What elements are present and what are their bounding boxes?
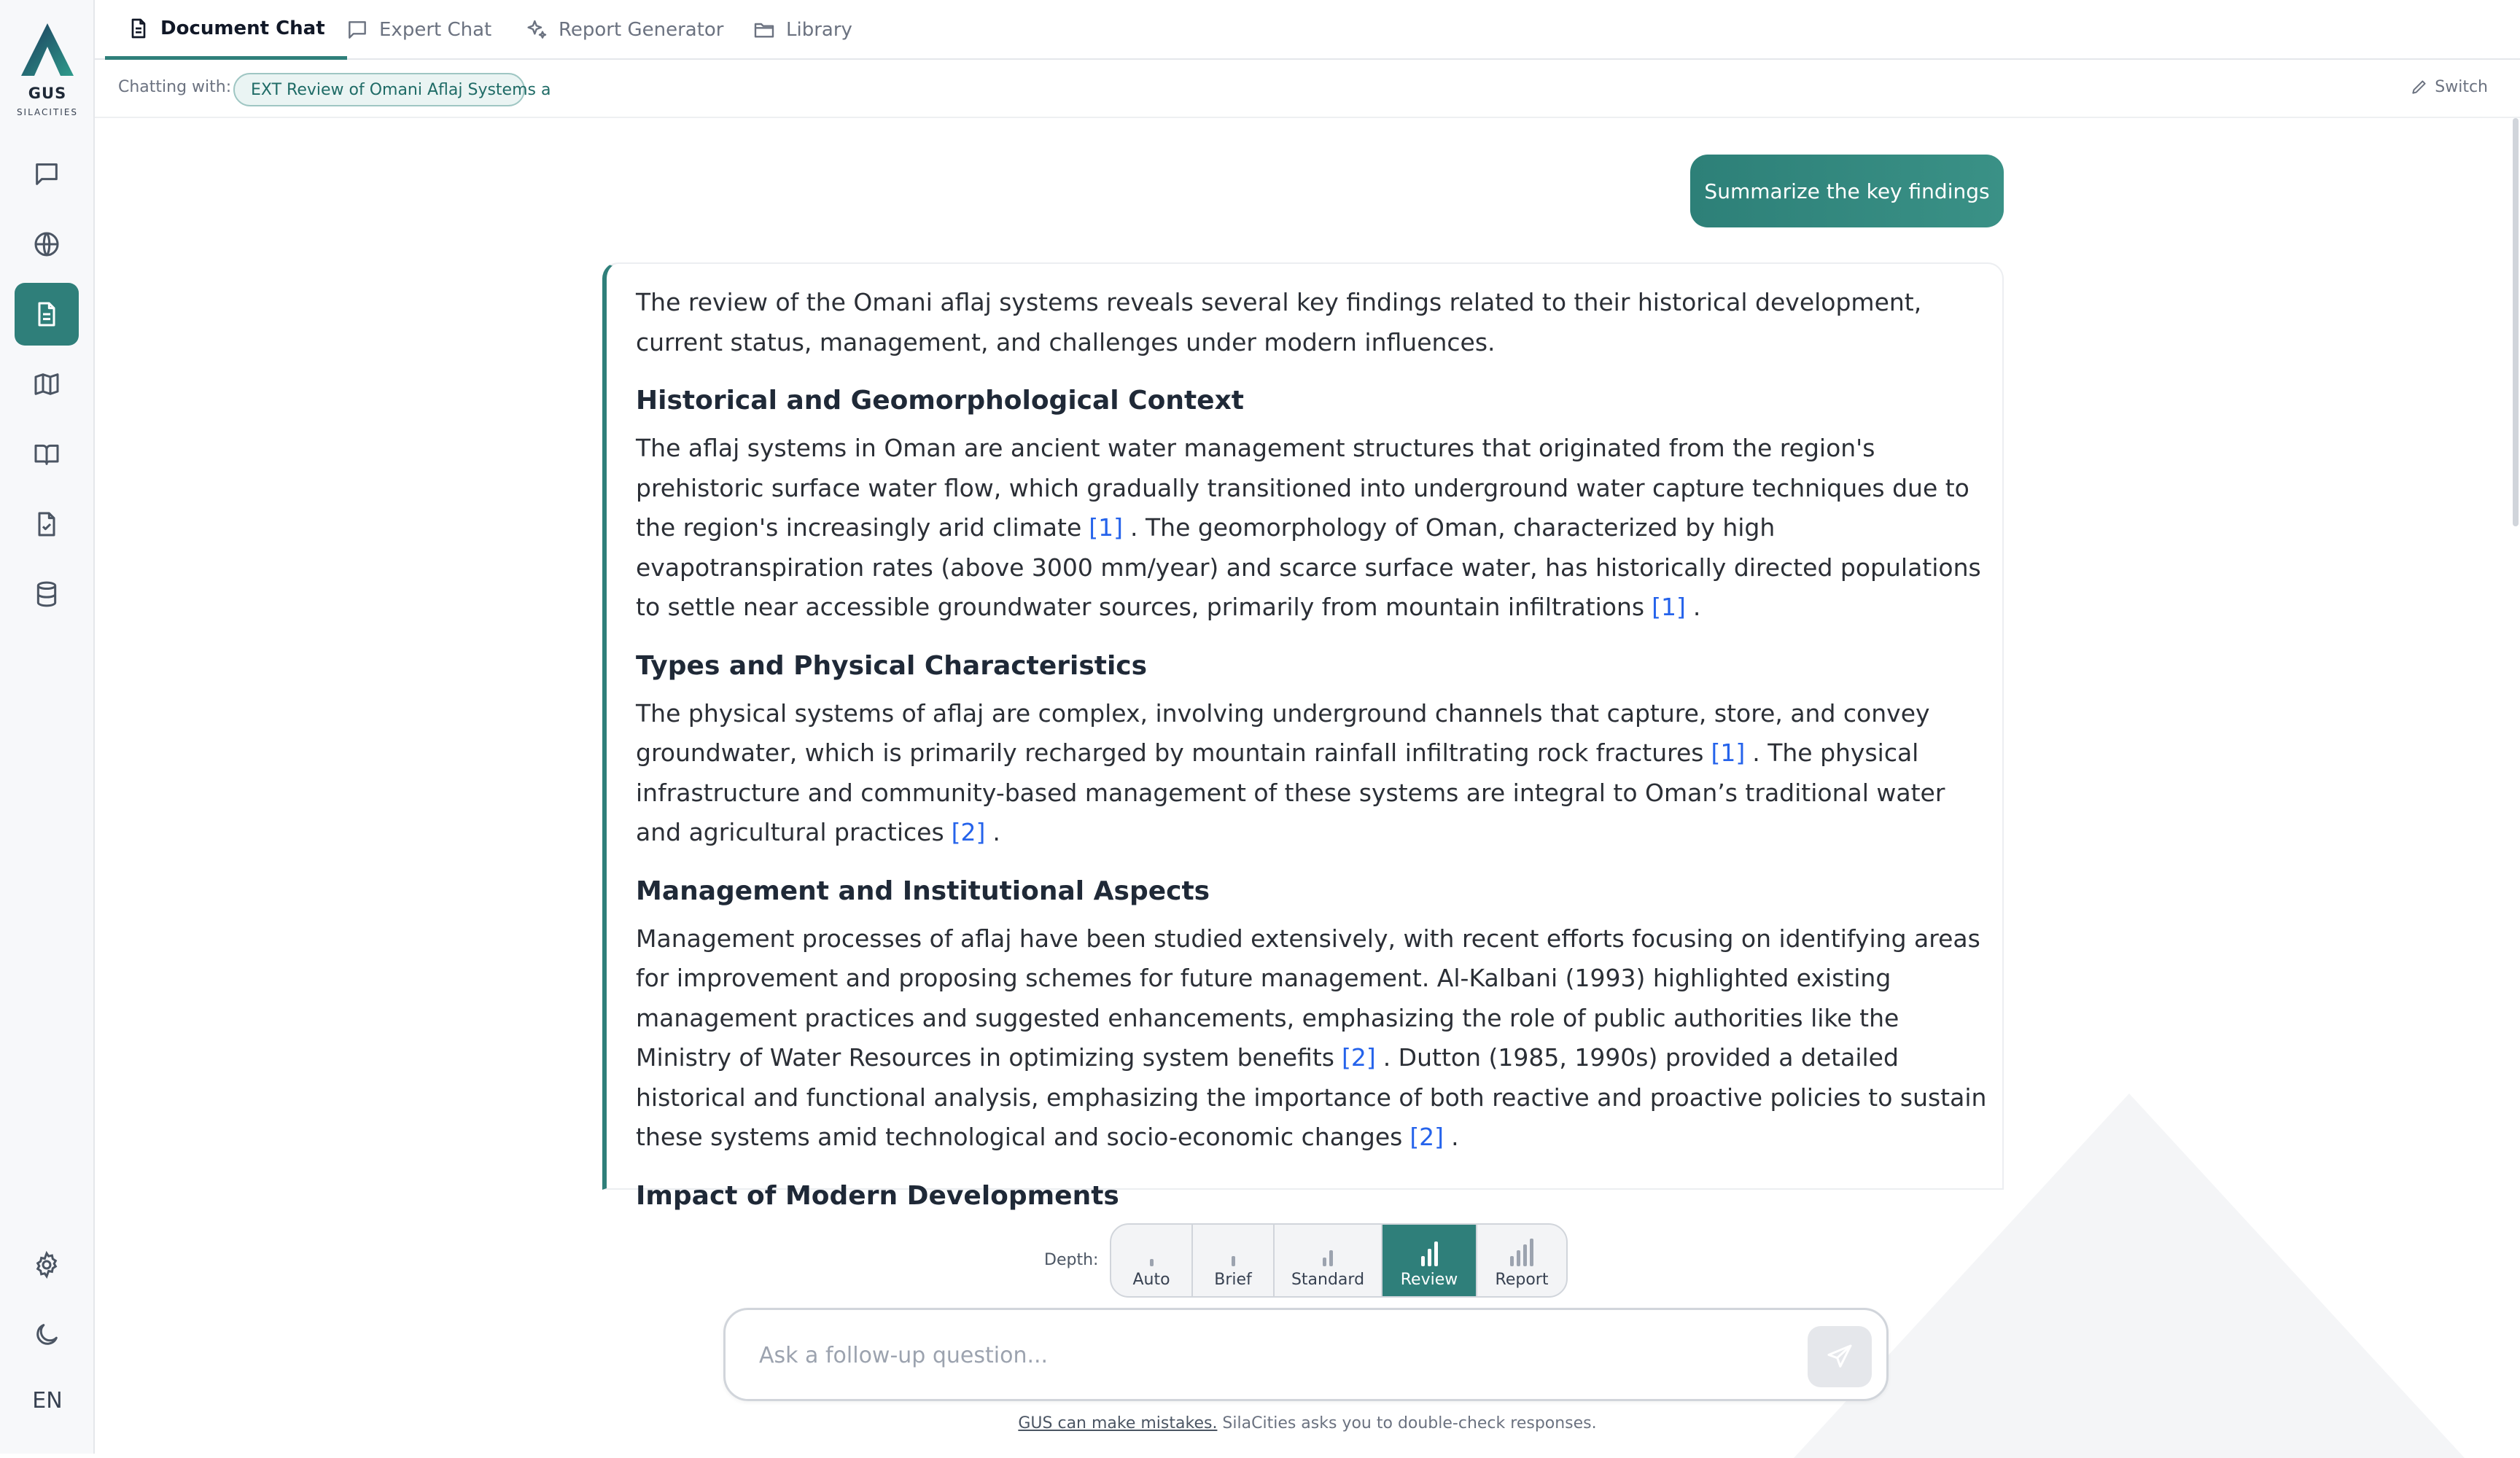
active-document-chip[interactable]: EXT Review of Omani Aflaj Systems a: [233, 73, 525, 106]
paragraph-text: Management processes of aflaj have been studied extensively, with recent efforts focusing on identifying areas for improvement and proposing schemes for future management. Al-Kalbani (1993) highlighted existing management practices and suggested enhancements, emphasizing the role of public authorities like the Ministry of Water Resources in optimizing system benefits: [636, 924, 1980, 1072]
section-paragraph: [636, 429, 1992, 628]
chatting-with-label: Chatting with:: [118, 78, 232, 96]
sidebar-item-map[interactable]: [15, 353, 79, 416]
document-icon: [127, 17, 150, 40]
depth-option-label: Brief: [1214, 1271, 1252, 1289]
section-paragraph: [636, 919, 1992, 1158]
logo[interactable]: [0, 17, 95, 121]
gear-icon: [32, 1250, 61, 1279]
depth-option-label: Standard: [1291, 1271, 1365, 1289]
disclaimer-link[interactable]: GUS can make mistakes.: [1018, 1414, 1218, 1432]
chat-icon: [32, 160, 61, 189]
database-icon: [32, 580, 61, 609]
sidebar: [0, 0, 95, 1454]
citation-link[interactable]: [2]: [951, 818, 986, 846]
section-paragraph: [636, 694, 1992, 853]
send-button[interactable]: [1808, 1326, 1872, 1387]
document-icon: [32, 300, 61, 329]
section-heading: Types and Physical Characteristics: [636, 650, 1148, 681]
depth-option-label: Review: [1400, 1271, 1458, 1289]
brand-name: GUS: [28, 85, 67, 102]
sidebar-item-library[interactable]: [15, 423, 79, 486]
tab-report-generator[interactable]: [503, 0, 745, 60]
disclaimer-text: SilaCities asks you to double-check responses.: [1217, 1414, 1597, 1432]
paragraph-text: .: [1451, 1123, 1459, 1151]
follow-up-input[interactable]: [759, 1339, 1780, 1371]
file-check-icon: [32, 510, 61, 539]
depth-label: Depth:: [1044, 1251, 1099, 1269]
tab-label: Expert Chat: [379, 19, 492, 41]
section-heading: Impact of Modern Developments: [636, 1180, 1119, 1211]
depth-bars-icon: [1421, 1234, 1438, 1266]
paragraph-text: . The physical infrastructure and community-based management of these systems are integral to Oman’s traditional water and agricultural practices: [636, 738, 1945, 846]
depth-option-auto[interactable]: [1111, 1225, 1193, 1296]
brand-sub: SILACITIES: [16, 107, 79, 117]
depth-option-review[interactable]: [1382, 1225, 1477, 1296]
logo-icon: [18, 20, 77, 79]
depth-bars-icon: [1323, 1234, 1333, 1266]
depth-bars-icon: [1510, 1234, 1533, 1266]
paragraph-text: .: [1692, 593, 1701, 621]
user-message: Summarize the key findings: [1690, 155, 2004, 227]
moon-icon: [32, 1320, 61, 1349]
pencil-icon: [2410, 77, 2429, 96]
theme-toggle[interactable]: [15, 1303, 79, 1366]
paragraph-text: The aflaj systems in Oman are ancient water management structures that originated from the region's prehistoric surface water flow, which gradually transitioned into underground water capture techniques due to the region's increasingly arid climate: [636, 434, 1969, 542]
depth-option-report[interactable]: [1477, 1225, 1566, 1296]
book-icon: [32, 440, 61, 469]
tab-bar: [95, 0, 2520, 60]
sidebar-item-chat[interactable]: [15, 143, 79, 206]
citation-link[interactable]: [2]: [1341, 1043, 1376, 1072]
depth-bars-icon: [1150, 1234, 1154, 1266]
sparkles-icon: [525, 18, 548, 42]
settings-button[interactable]: [15, 1233, 79, 1296]
folder-icon: [752, 18, 776, 42]
depth-option-label: Report: [1495, 1271, 1549, 1289]
depth-bars-icon: [1232, 1234, 1235, 1266]
message-composer: [723, 1308, 1889, 1401]
assistant-response: [602, 262, 2004, 1211]
send-icon: [1825, 1342, 1854, 1371]
section-heading: Historical and Geomorphological Context: [636, 386, 1245, 416]
response-intro: The review of the Omani aflaj systems reveals several key findings related to their historical development, current status, management, and challenges under modern influences.: [636, 288, 1922, 356]
tab-expert-chat[interactable]: [324, 0, 513, 60]
switch-label: Switch: [2435, 77, 2488, 96]
sidebar-item-globe[interactable]: [15, 213, 79, 276]
document-context-bar: [95, 60, 2520, 118]
globe-icon: [32, 230, 61, 259]
citation-link[interactable]: [2]: [1409, 1123, 1444, 1151]
tab-label: Library: [786, 19, 852, 41]
language-switch[interactable]: EN: [32, 1388, 63, 1414]
switch-document-button[interactable]: [2410, 77, 2488, 96]
citation-link[interactable]: [1]: [1652, 593, 1686, 621]
citation-link[interactable]: [1]: [1089, 513, 1124, 542]
sidebar-item-database[interactable]: [15, 563, 79, 625]
scrollbar-thumb[interactable]: [2513, 118, 2519, 526]
paragraph-text: . The geomorphology of Oman, characterized by high evapotranspiration rates (above 3000 mm/year) and scarce surface water, has historically directed populations to settle near accessible groundwater sources, primarily from mountain infiltrations: [636, 513, 1981, 621]
depth-option-brief[interactable]: [1193, 1225, 1275, 1296]
paragraph-text: . Dutton (1985, 1990s) provided a detailed historical and functional analysis, emphasizing the importance of both reactive and proactive policies to sustain these systems amid technological and socio-economic changes: [636, 1043, 1987, 1151]
depth-option-standard[interactable]: [1275, 1225, 1382, 1296]
disclaimer: [0, 1414, 2520, 1432]
chat-icon: [346, 18, 369, 42]
map-icon: [32, 370, 61, 399]
tab-library[interactable]: [731, 0, 874, 60]
paragraph-text: The physical systems of aflaj are complex, involving underground channels that capture, store, and convey groundwater, which is primarily recharged by mountain rainfall infiltrating rock fractures: [636, 698, 1930, 767]
citation-link[interactable]: [1]: [1711, 738, 1746, 767]
depth-selector: [1110, 1223, 1568, 1298]
tab-document-chat[interactable]: [105, 0, 347, 60]
paragraph-text: .: [992, 818, 1000, 846]
depth-option-label: Auto: [1132, 1271, 1170, 1289]
tab-label: Report Generator: [559, 19, 724, 41]
section-heading: Management and Institutional Aspects: [636, 876, 1210, 906]
sidebar-item-reports[interactable]: [15, 493, 79, 555]
tab-label: Document Chat: [160, 17, 325, 39]
sidebar-item-documents[interactable]: [15, 283, 79, 346]
background-watermark: [1794, 1094, 2465, 1458]
